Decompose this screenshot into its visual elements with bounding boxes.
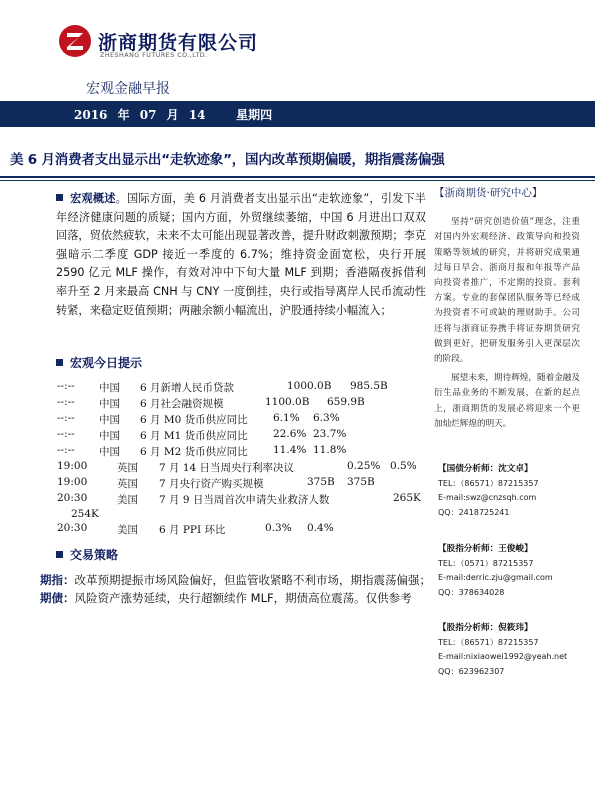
row-time: --:--	[57, 396, 75, 408]
row-event: 6 月 M1 货币供应同比	[140, 430, 248, 442]
row-forecast: 0.5%	[390, 460, 417, 472]
analyst-tel: TEL：（0571）87215357	[438, 558, 534, 568]
row-event: 6 月 PPI 环比	[159, 524, 226, 536]
row-time: --:--	[57, 428, 75, 440]
analyst-card	[438, 542, 588, 600]
row-country: 英国	[117, 462, 138, 474]
row-previous: 1000.0B	[287, 380, 332, 392]
strategy-label: 期债：	[40, 590, 75, 605]
strategy-title: 交易策略	[70, 548, 119, 562]
analyst-qq: QQ：2418725241	[438, 507, 510, 517]
strategy-text: 风险资产涨势延续，央行超额续作 MLF，期债高位震荡。仅供参考	[74, 590, 412, 605]
row-forecast: 985.5B	[350, 380, 388, 392]
row-event: 7 月 9 日当周首次申请失业救济人数	[159, 494, 330, 506]
row-previous: 6.1%	[273, 412, 300, 424]
row-previous: 0.3%	[265, 522, 292, 534]
bullet-square-icon	[56, 551, 63, 558]
summary-text: 。国际方面，美 6 月消费者支出显示出“走软迹象”，引发下半年经济健康问题的质疑；国内方面，外贸继续萎缩，中国 6 月进出口双双回落，贸依然疲软，未来不太可能出现显著改善，提升财政刺激预期；李克强暗示二季度 GDP 接近一季度的 6.7%；维持资金面宽松，央行开展 2590 亿元 MLF 操作，有效对冲中下旬大量 MLF 到期；香港隔夜拆借利率升至 2 月来最高 CNH 与 CNY 一度倒挂，央行或指导离岸人民币流动性转紧，来稳定贬值预期；两融余额小幅流出，沪股通持续小幅流入；	[56, 192, 426, 317]
report-date	[74, 106, 272, 123]
sidebar-paragraph: 坚持“研究创造价值”理念，注重对国内外宏观经济、政策导向和投资策略等领域的研究，并将研究成果通过每日早会、浙商月报和年报等产品向投资者推广，不定期的投资、套利方案。专业的套保团队服务等已经成为投资者不可或缺的理财助手。公司还将与浙商证券携手将证券期货研究做到更好，把研发服务引入更深层次的阶段。	[434, 217, 580, 365]
row-country: 中国	[99, 398, 120, 410]
list-item	[40, 572, 440, 590]
sidebar-paragraph: 展望未来，期待辉煌，随着金融及衍生品业务的不断发展，在新的起点上，浙商期货的发展必将迎来一个更加灿烂辉煌的明天。	[434, 373, 580, 429]
row-time: 19:00	[57, 476, 88, 488]
bullet-square-icon	[56, 194, 63, 201]
row-forecast: 23.7%	[313, 428, 347, 440]
strategy-text: 改革预期提振市场风险偏好，但监管收紧略不利市场，期指震荡偏强；	[74, 573, 431, 587]
strategy-section-title	[56, 546, 118, 563]
company-name-cn: 浙商期货有限公司	[98, 32, 259, 54]
row-time: 19:00	[57, 460, 88, 472]
row-forecast: 375B	[347, 476, 375, 488]
strategy-label: 期指：	[40, 573, 75, 587]
row-forecast: 659.9B	[327, 396, 365, 408]
headline: 美 6 月消费者支出显示出“走软迹象”，国内改革预期偏暖，期指震荡偏强	[10, 152, 445, 168]
row-country: 美国	[117, 524, 138, 536]
analyst-email[interactable]: E-mail:derric.zju@gmail.com	[438, 573, 553, 582]
row-forecast: 0.4%	[307, 522, 334, 534]
row-previous: 0.25%	[347, 460, 381, 472]
company-logo-icon	[58, 24, 92, 58]
divider	[0, 176, 595, 178]
analyst-qq: QQ：378634028	[438, 587, 505, 597]
date-text: 2016 年 07 月 14	[74, 108, 206, 122]
row-event: 7 月 14 日当周央行利率决议	[159, 462, 295, 474]
row-event: 6 月 M0 货币供应同比	[140, 414, 248, 426]
row-previous: 1100.0B	[265, 396, 310, 408]
row-event: 6 月社会融资规模	[140, 398, 224, 410]
analyst-email[interactable]: E-mail:swz@cnzsqh.com	[438, 493, 537, 502]
row-event: 6 月新增人民币贷款	[140, 382, 235, 394]
row-forecast: 6.3%	[313, 412, 340, 424]
analyst-tel: TEL：（86571）87215357	[438, 637, 539, 647]
row-country: 中国	[99, 414, 120, 426]
row-country: 中国	[99, 430, 120, 442]
row-event: 7 月央行资产购买规模	[159, 478, 264, 490]
divider	[0, 180, 595, 181]
row-time: 20:30	[57, 492, 88, 504]
analyst-name: 【股指分析师：倪筱玮】	[438, 623, 533, 633]
calendar-section-title	[56, 354, 142, 371]
analyst-email[interactable]: E-mail:nixiaowei1992@yeah.net	[438, 652, 568, 661]
sidebar-heading: 【浙商期货·研究中心】	[434, 187, 543, 199]
row-event: 6 月 M2 货币供应同比	[140, 446, 248, 458]
analyst-name: 【股指分析师：王俊峻】	[438, 544, 533, 554]
row-forecast: 254K	[71, 508, 99, 520]
row-previous: 11.4%	[273, 444, 307, 456]
summary-label: 宏观概述	[70, 192, 116, 205]
macro-summary	[56, 190, 426, 320]
row-country: 中国	[99, 446, 120, 458]
research-center-sidebar	[434, 186, 580, 436]
row-country: 美国	[117, 494, 138, 506]
row-time: --:--	[57, 444, 75, 456]
row-time: --:--	[57, 380, 75, 392]
row-time: 20:30	[57, 522, 88, 534]
list-item	[40, 590, 440, 608]
bullet-square-icon	[56, 359, 63, 366]
row-previous: 265K	[393, 492, 421, 504]
company-name-en: ZHESHANG FUTURES CO.,LTD.	[100, 52, 208, 59]
row-forecast: 11.8%	[313, 444, 347, 456]
row-country: 英国	[117, 478, 138, 490]
row-time: --:--	[57, 412, 75, 424]
row-previous: 375B	[307, 476, 335, 488]
strategy-list	[40, 572, 440, 607]
calendar-title: 宏观今日提示	[70, 356, 143, 370]
analyst-name: 【国债分析师：沈文卓】	[438, 464, 533, 474]
report-type: 宏观金融早报	[86, 81, 170, 97]
analyst-card	[438, 462, 588, 520]
analyst-tel: TEL：（86571）87215357	[438, 478, 539, 488]
analyst-qq: QQ：623962307	[438, 666, 505, 676]
row-previous: 22.6%	[273, 428, 307, 440]
weekday-text: 星期四	[236, 108, 273, 122]
analyst-card	[438, 621, 588, 679]
row-country: 中国	[99, 382, 120, 394]
